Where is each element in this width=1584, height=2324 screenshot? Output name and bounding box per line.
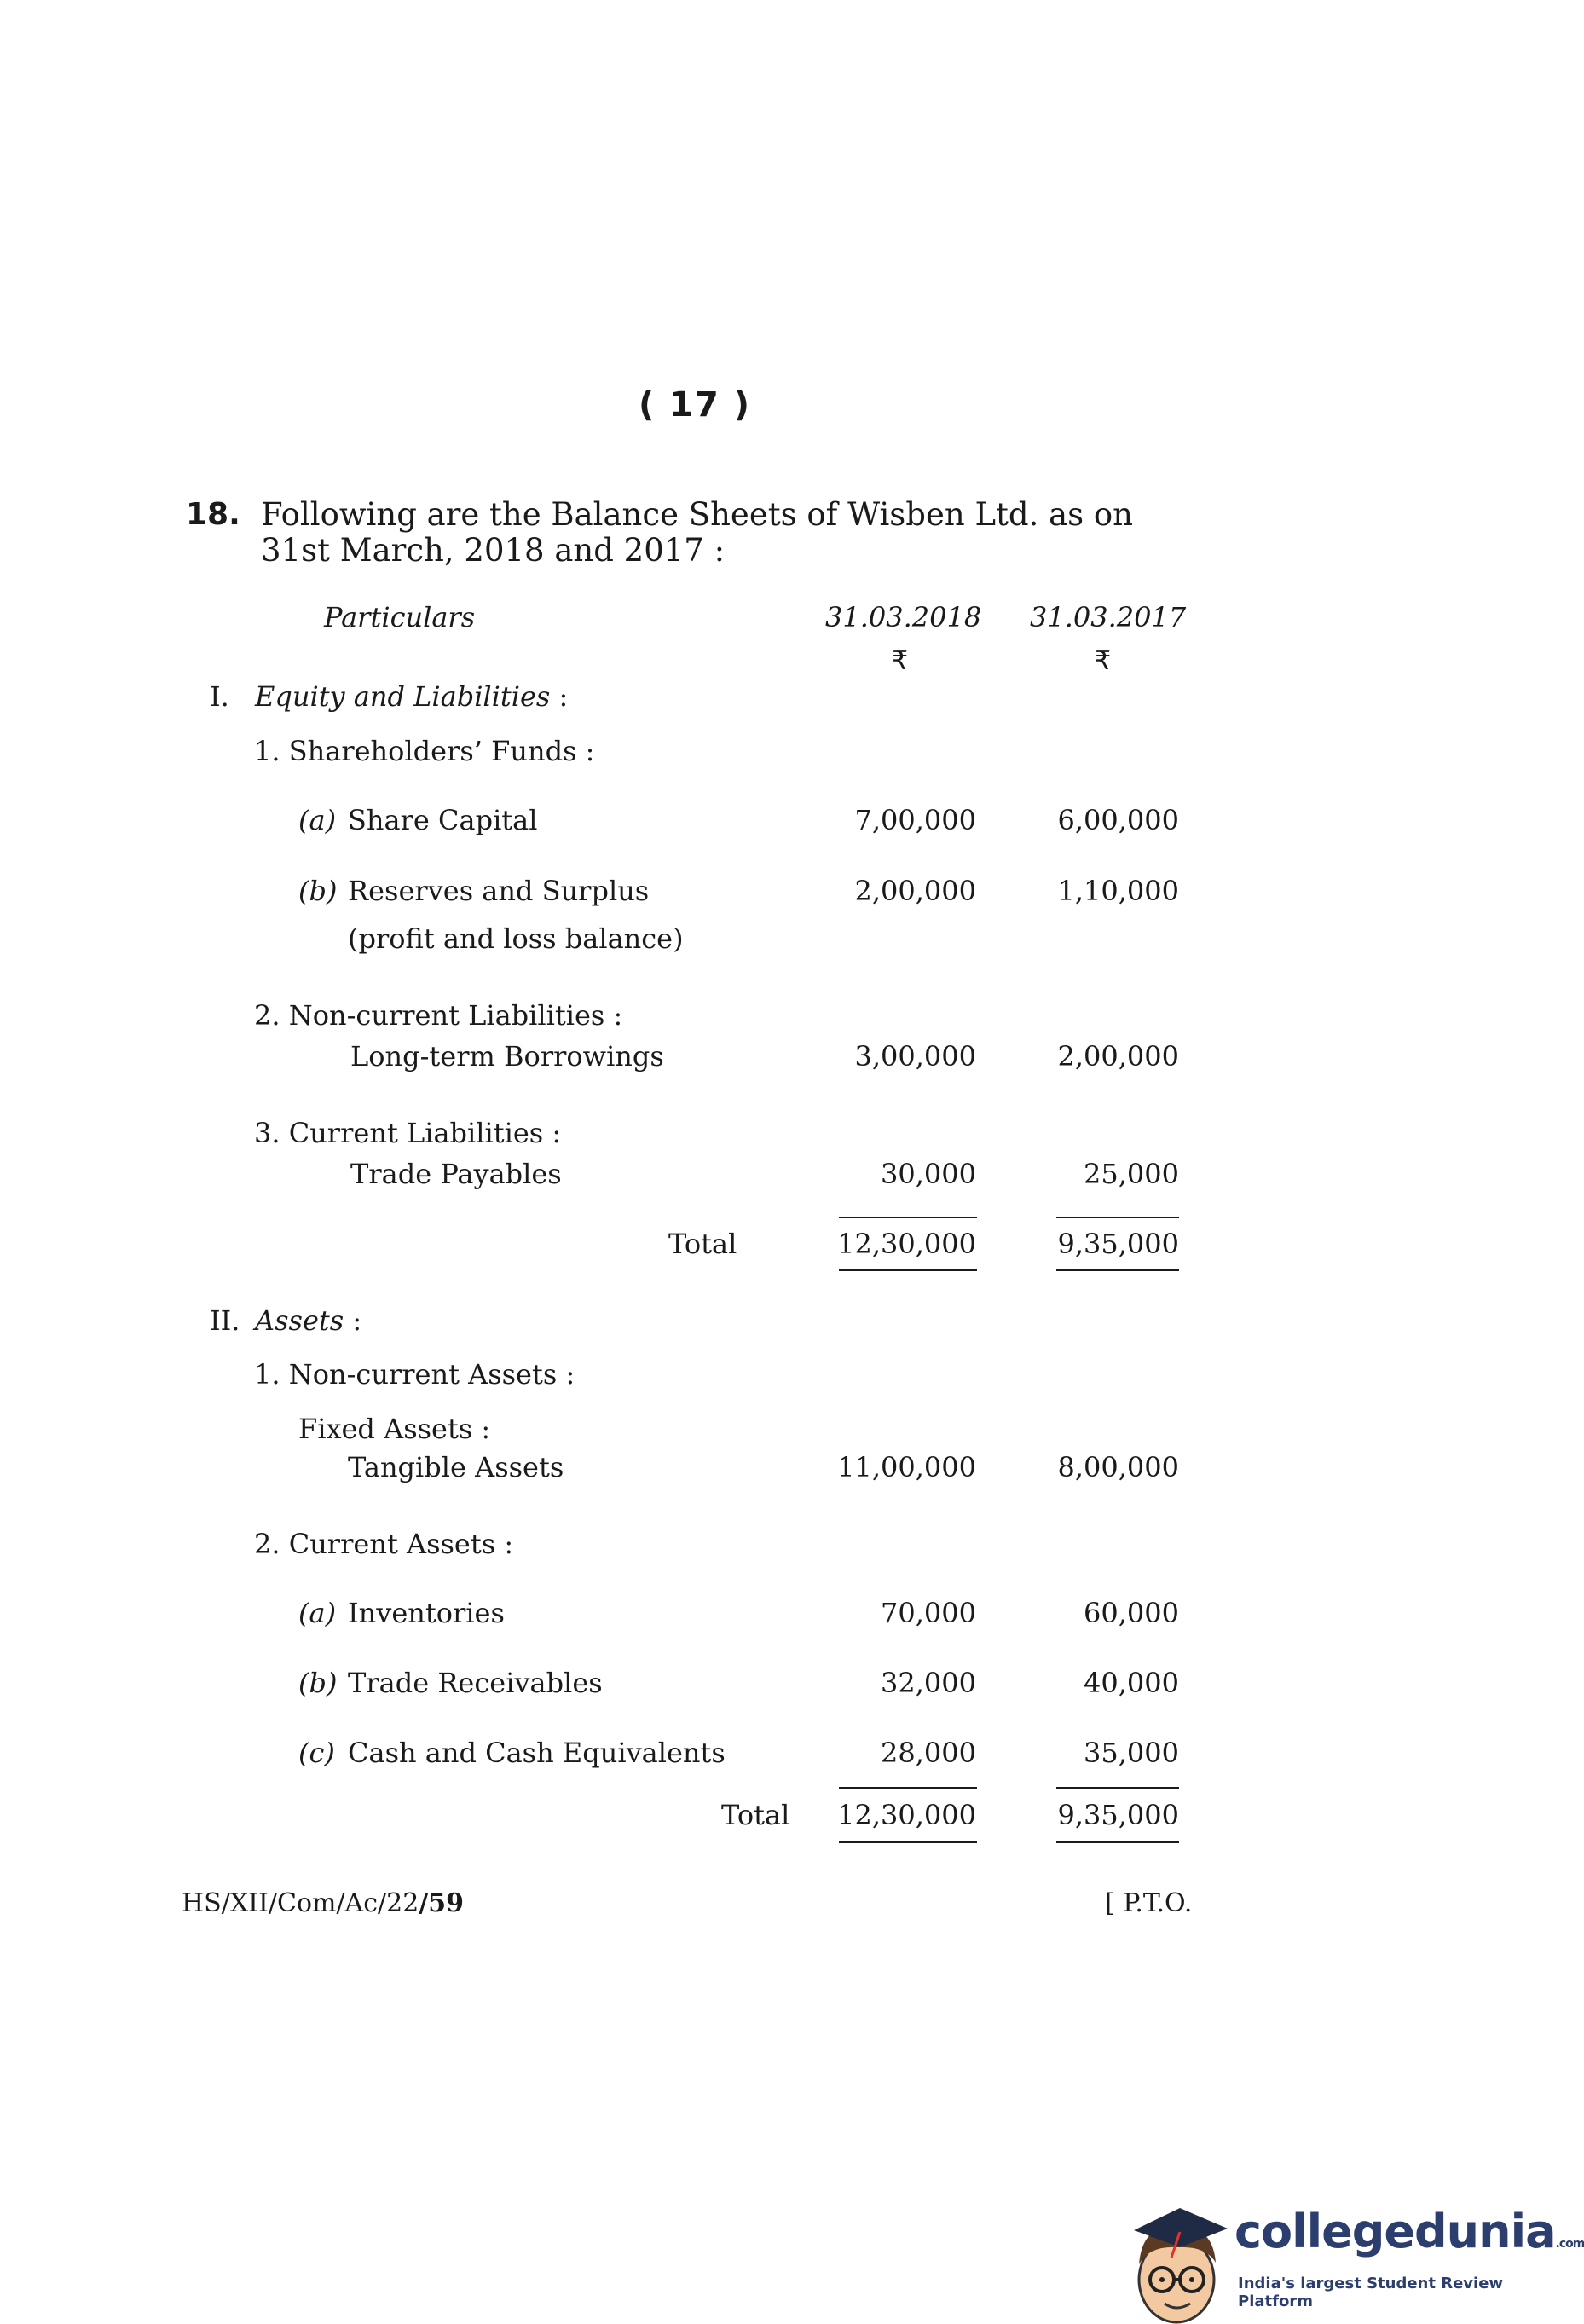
question-text-line2: 31st March, 2018 and 2017 : xyxy=(261,532,726,569)
rule-below-total2-2018 xyxy=(839,1841,977,1843)
col-2018-header: 31.03.2018 xyxy=(825,601,982,633)
total2-label: Total xyxy=(721,1799,790,1831)
trade-payables-2017: 25,000 xyxy=(1084,1158,1179,1190)
receivables-2017: 40,000 xyxy=(1084,1667,1179,1699)
tangible-assets-2018: 11,00,000 xyxy=(837,1451,976,1483)
long-term-2018: 3,00,000 xyxy=(854,1040,976,1072)
rule-above-total2-2017 xyxy=(1056,1787,1179,1789)
col-2017-header: 31.03.2017 xyxy=(1030,601,1187,633)
trade-payables-label: Trade Payables xyxy=(350,1158,562,1190)
particulars-header: Particulars xyxy=(324,601,476,633)
inventories-label: Inventories xyxy=(348,1597,505,1629)
reserves-marker: (b) xyxy=(298,875,338,907)
inventories-marker: (a) xyxy=(298,1597,337,1629)
section1-numeral: I. xyxy=(210,680,229,713)
current-liabilities-heading: 3. Current Liabilities : xyxy=(254,1117,562,1149)
rupee-2017: ₹ xyxy=(1095,646,1112,676)
logo-tagline: India's largest Student Review Platform xyxy=(1238,2275,1504,2310)
noncurrent-assets-heading: 1. Non-current Assets : xyxy=(254,1358,575,1390)
total1-2018: 12,30,000 xyxy=(837,1228,976,1260)
section2-colon: : xyxy=(352,1304,362,1337)
share-capital-marker: (a) xyxy=(298,804,337,836)
receivables-2018: 32,000 xyxy=(881,1667,976,1699)
tangible-assets-2017: 8,00,000 xyxy=(1057,1451,1179,1483)
section1-title-text: Equity and Liabilities xyxy=(255,680,551,713)
share-capital-2017: 6,00,000 xyxy=(1057,804,1179,836)
section2-title-text: Assets xyxy=(255,1304,344,1337)
reserves-sublabel: (profit and loss balance) xyxy=(348,922,684,955)
share-capital-2018: 7,00,000 xyxy=(854,804,976,836)
pto-label: [ P.T.O. xyxy=(1105,1888,1193,1918)
question-text-line1: Following are the Balance Sheets of Wisben Ltd. as on xyxy=(261,496,1134,533)
trade-payables-2018: 30,000 xyxy=(881,1158,976,1190)
total1-2017: 9,35,000 xyxy=(1057,1228,1179,1260)
inventories-2018: 70,000 xyxy=(881,1597,976,1629)
logo-name: collegedunia xyxy=(1234,2205,1556,2258)
rupee-2018: ₹ xyxy=(892,646,909,676)
long-term-2017: 2,00,000 xyxy=(1057,1040,1179,1072)
rule-below-total2-2017 xyxy=(1056,1841,1179,1843)
footer-code-text: HS/XII/Com/Ac/22 xyxy=(182,1888,419,1918)
cash-2017: 35,000 xyxy=(1084,1737,1179,1769)
rule-above-total1-2018 xyxy=(839,1217,977,1218)
cash-label: Cash and Cash Equivalents xyxy=(348,1737,726,1769)
section1-title xyxy=(255,680,568,713)
receivables-marker: (b) xyxy=(298,1667,338,1699)
cash-marker: (c) xyxy=(298,1737,335,1769)
section1-colon: : xyxy=(558,680,569,713)
long-term-label: Long-term Borrowings xyxy=(350,1040,664,1072)
footer-code xyxy=(182,1888,464,1918)
page-number: ( 17 ) xyxy=(638,385,752,425)
shareholders-funds-heading: 1. Shareholders’ Funds : xyxy=(254,735,595,767)
tangible-assets-label: Tangible Assets xyxy=(348,1451,564,1483)
rule-below-total1-2018 xyxy=(839,1269,977,1271)
rule-above-total2-2018 xyxy=(839,1787,977,1789)
section2-numeral: II. xyxy=(210,1304,240,1337)
student-mascot-icon xyxy=(1124,2198,1234,2324)
footer-code-bold: /59 xyxy=(419,1888,465,1918)
total1-label: Total xyxy=(668,1228,737,1260)
rule-below-total1-2017 xyxy=(1056,1269,1179,1271)
inventories-2017: 60,000 xyxy=(1084,1597,1179,1629)
fixed-assets-heading: Fixed Assets : xyxy=(298,1413,491,1445)
rule-above-total1-2017 xyxy=(1056,1217,1179,1218)
reserves-label: Reserves and Surplus xyxy=(348,875,650,907)
receivables-label: Trade Receivables xyxy=(348,1667,603,1699)
noncurrent-liabilities-heading: 2. Non-current Liabilities : xyxy=(254,999,623,1032)
total2-2018: 12,30,000 xyxy=(837,1799,976,1831)
cash-2018: 28,000 xyxy=(881,1737,976,1769)
collegedunia-logo xyxy=(1124,2198,1584,2324)
logo-suffix: .com xyxy=(1555,2237,1584,2251)
total2-2017: 9,35,000 xyxy=(1057,1799,1179,1831)
section2-title xyxy=(255,1304,361,1337)
share-capital-label: Share Capital xyxy=(348,804,538,836)
logo-wordmark xyxy=(1234,2205,1584,2258)
reserves-2017: 1,10,000 xyxy=(1057,875,1179,907)
current-assets-heading: 2. Current Assets : xyxy=(254,1528,514,1560)
question-number: 18. xyxy=(186,497,240,532)
reserves-2018: 2,00,000 xyxy=(854,875,976,907)
